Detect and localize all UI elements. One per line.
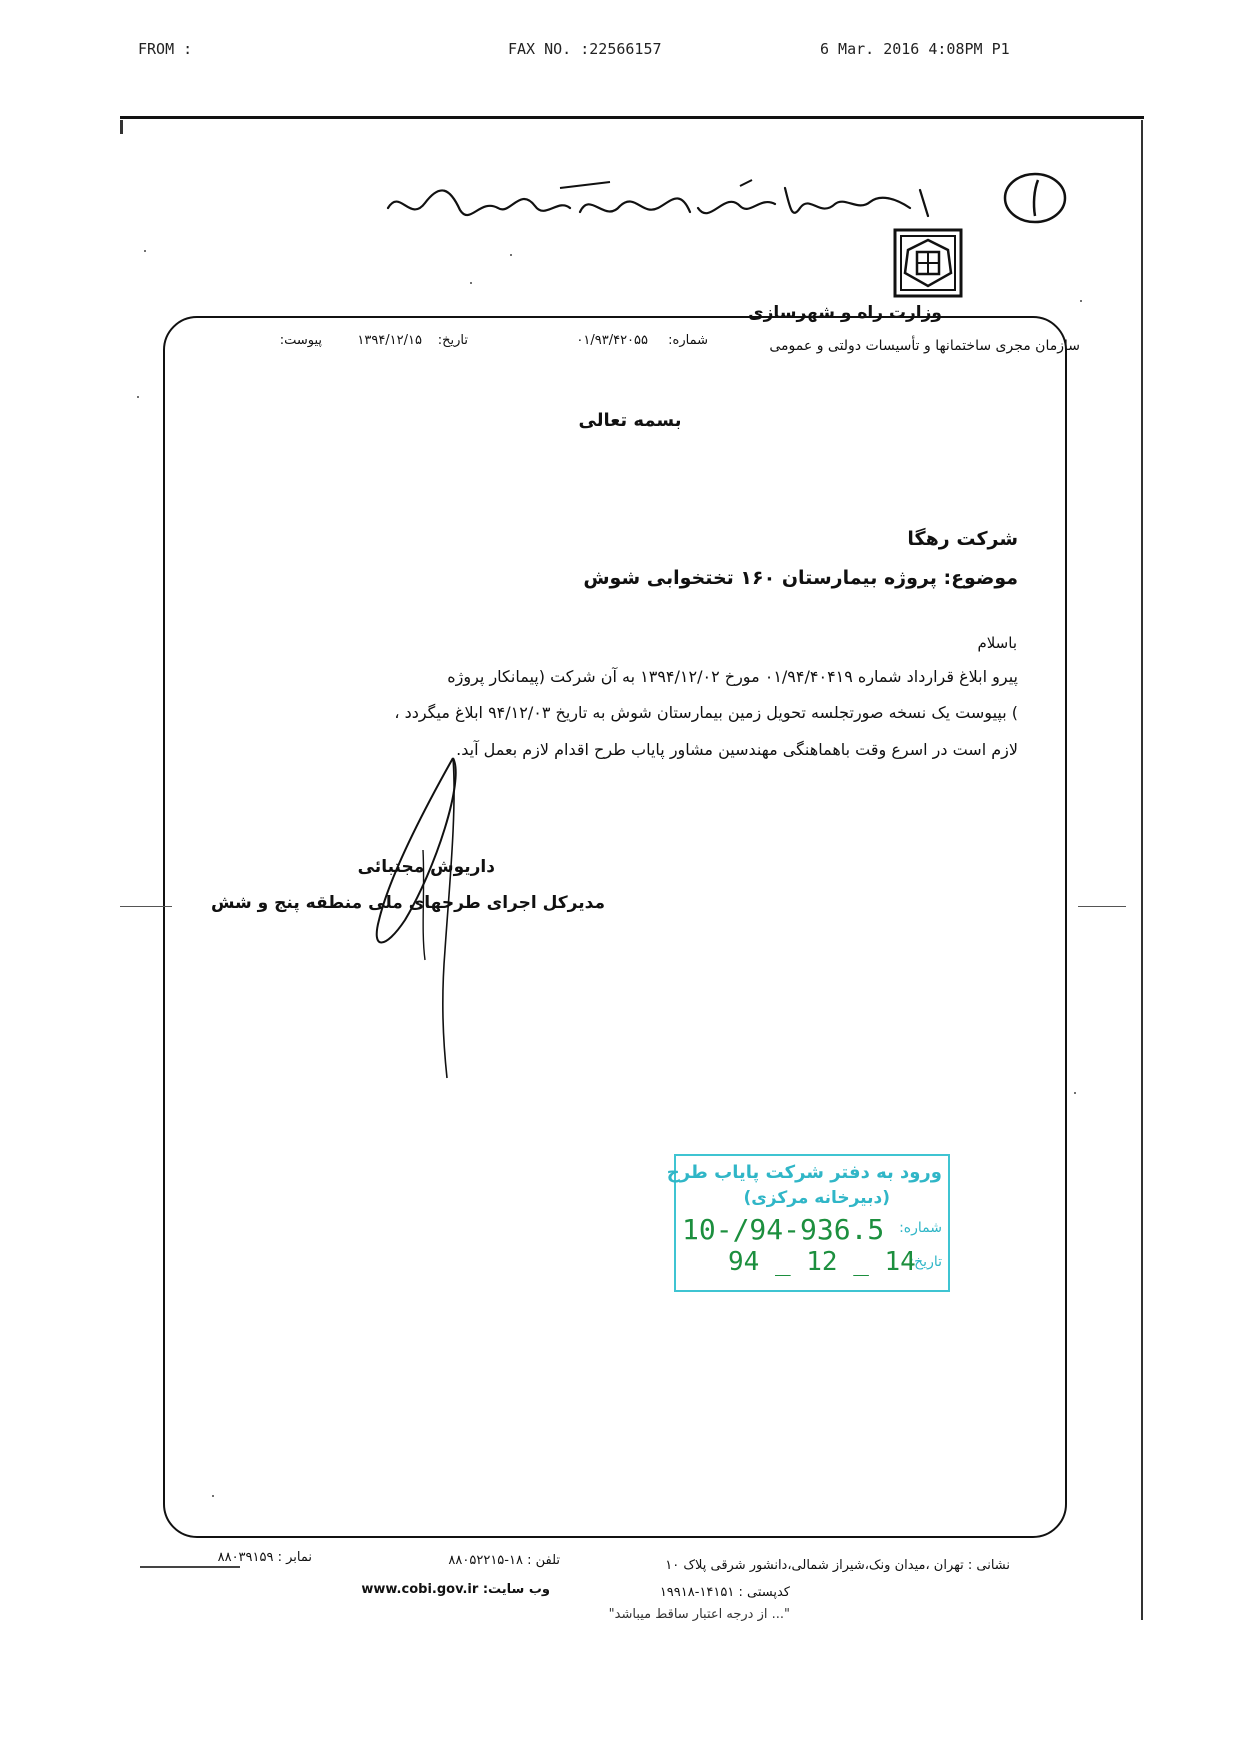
scan-speck xyxy=(144,250,146,252)
stamp-title: ورود به دفتر شرکت پایاب طرح xyxy=(666,1162,942,1183)
handwritten-note xyxy=(380,168,940,238)
footer-fax: نمابر : ۸۸۰۳۹۱۵۹ xyxy=(217,1550,312,1565)
salutation: باسلام xyxy=(977,634,1017,652)
fax-datetime: 6 Mar. 2016 4:08PM P1 xyxy=(820,40,1010,58)
footer-phone: تلفن : ۱۸-۸۸۰۵۲۲۱۵ xyxy=(448,1553,560,1568)
body-line: پیرو ابلاغ قرارداد شماره ۰۱/۹۴/۴۰۴۱۹ مورخ ۱۳۹۴/۱۲/۰۲ به آن شرکت (پیمانکار پروژه xyxy=(447,667,1018,686)
scan-speck xyxy=(1074,1092,1076,1094)
ministry-title: وزارت راه و شهرسازی xyxy=(747,303,942,323)
handwritten-page-number xyxy=(1000,168,1070,228)
subject-line: موضوع: پروژه بیمارستان ۱۶۰ تختخوابی شوش xyxy=(583,567,1018,589)
number-label: شماره: xyxy=(668,333,708,348)
stamp-subtitle: (دبیرخانه مرکزی) xyxy=(743,1188,890,1208)
letter-frame xyxy=(163,316,1067,1538)
recipient: شرکت رهگا xyxy=(907,528,1018,550)
stamp-number-value: 10-/94-936.5 xyxy=(682,1213,885,1246)
signatory-name: داریوش مجتبائی xyxy=(357,857,495,877)
fax-page-corner xyxy=(120,120,123,134)
scan-mark xyxy=(120,906,172,907)
organization-title: سازمان مجری ساختمانها و تأسیسات دولتی و عمومی xyxy=(769,338,1080,354)
ministry-emblem-logo xyxy=(893,228,963,298)
body-line: لازم است در اسرع وقت باهماهنگی مهندسین مشاور پایاب طرح اقدام لازم بعمل آید. xyxy=(456,740,1018,759)
footer-mark xyxy=(140,1566,240,1568)
scan-speck xyxy=(137,396,139,398)
scan-speck xyxy=(1080,300,1082,302)
attachment-label: پیوست: xyxy=(279,333,322,348)
footer-postal-code: کدپستی : ۱۴۱۵۱-۱۹۹۱۸ xyxy=(659,1585,790,1600)
date-label: تاریخ: xyxy=(437,333,468,348)
scan-speck xyxy=(470,282,472,284)
stamp-date-label: تاریخ: xyxy=(909,1254,942,1270)
handwritten-signature xyxy=(365,750,475,1080)
stamp-date-value: 94 _ 12 _ 14 xyxy=(728,1247,916,1277)
date-value: ۱۳۹۴/۱۲/۱۵ xyxy=(357,333,422,348)
number-value: ۰۱/۹۳/۴۲۰۵۵ xyxy=(576,333,648,348)
stamp-number-label: شماره: xyxy=(899,1220,942,1236)
fax-from: FROM : xyxy=(138,40,193,58)
scan-mark xyxy=(1078,906,1126,907)
footer-address: نشانی : تهران ،میدان ونک،شیراز شمالی،دانشور شرقی پلاک ۱۰ xyxy=(665,1558,1010,1573)
footer-cut-line: "... از درجه اعتبار ساقط میباشد" xyxy=(608,1607,790,1622)
signatory-title: مدیرکل اجرای طرحهای ملی منطقه پنج و شش xyxy=(210,893,605,913)
bismillah-heading: بسمه تعالی xyxy=(578,410,682,431)
fax-number: FAX NO. :22566157 xyxy=(508,40,662,58)
fax-page-top-edge xyxy=(120,116,1144,119)
receipt-stamp xyxy=(666,1154,950,1292)
fax-header xyxy=(0,40,1240,64)
scan-speck xyxy=(510,254,512,256)
scan-speck xyxy=(212,1495,214,1497)
fax-page-right-edge xyxy=(1141,120,1143,1620)
body-line: ) بپیوست یک نسخه صورتجلسه تحویل زمین بیمارستان شوش به تاریخ ۹۴/۱۲/۰۳ ابلاغ میگردد ، xyxy=(394,703,1018,722)
footer-website: وب سایت: www.cobi.gov.ir xyxy=(361,1582,550,1597)
